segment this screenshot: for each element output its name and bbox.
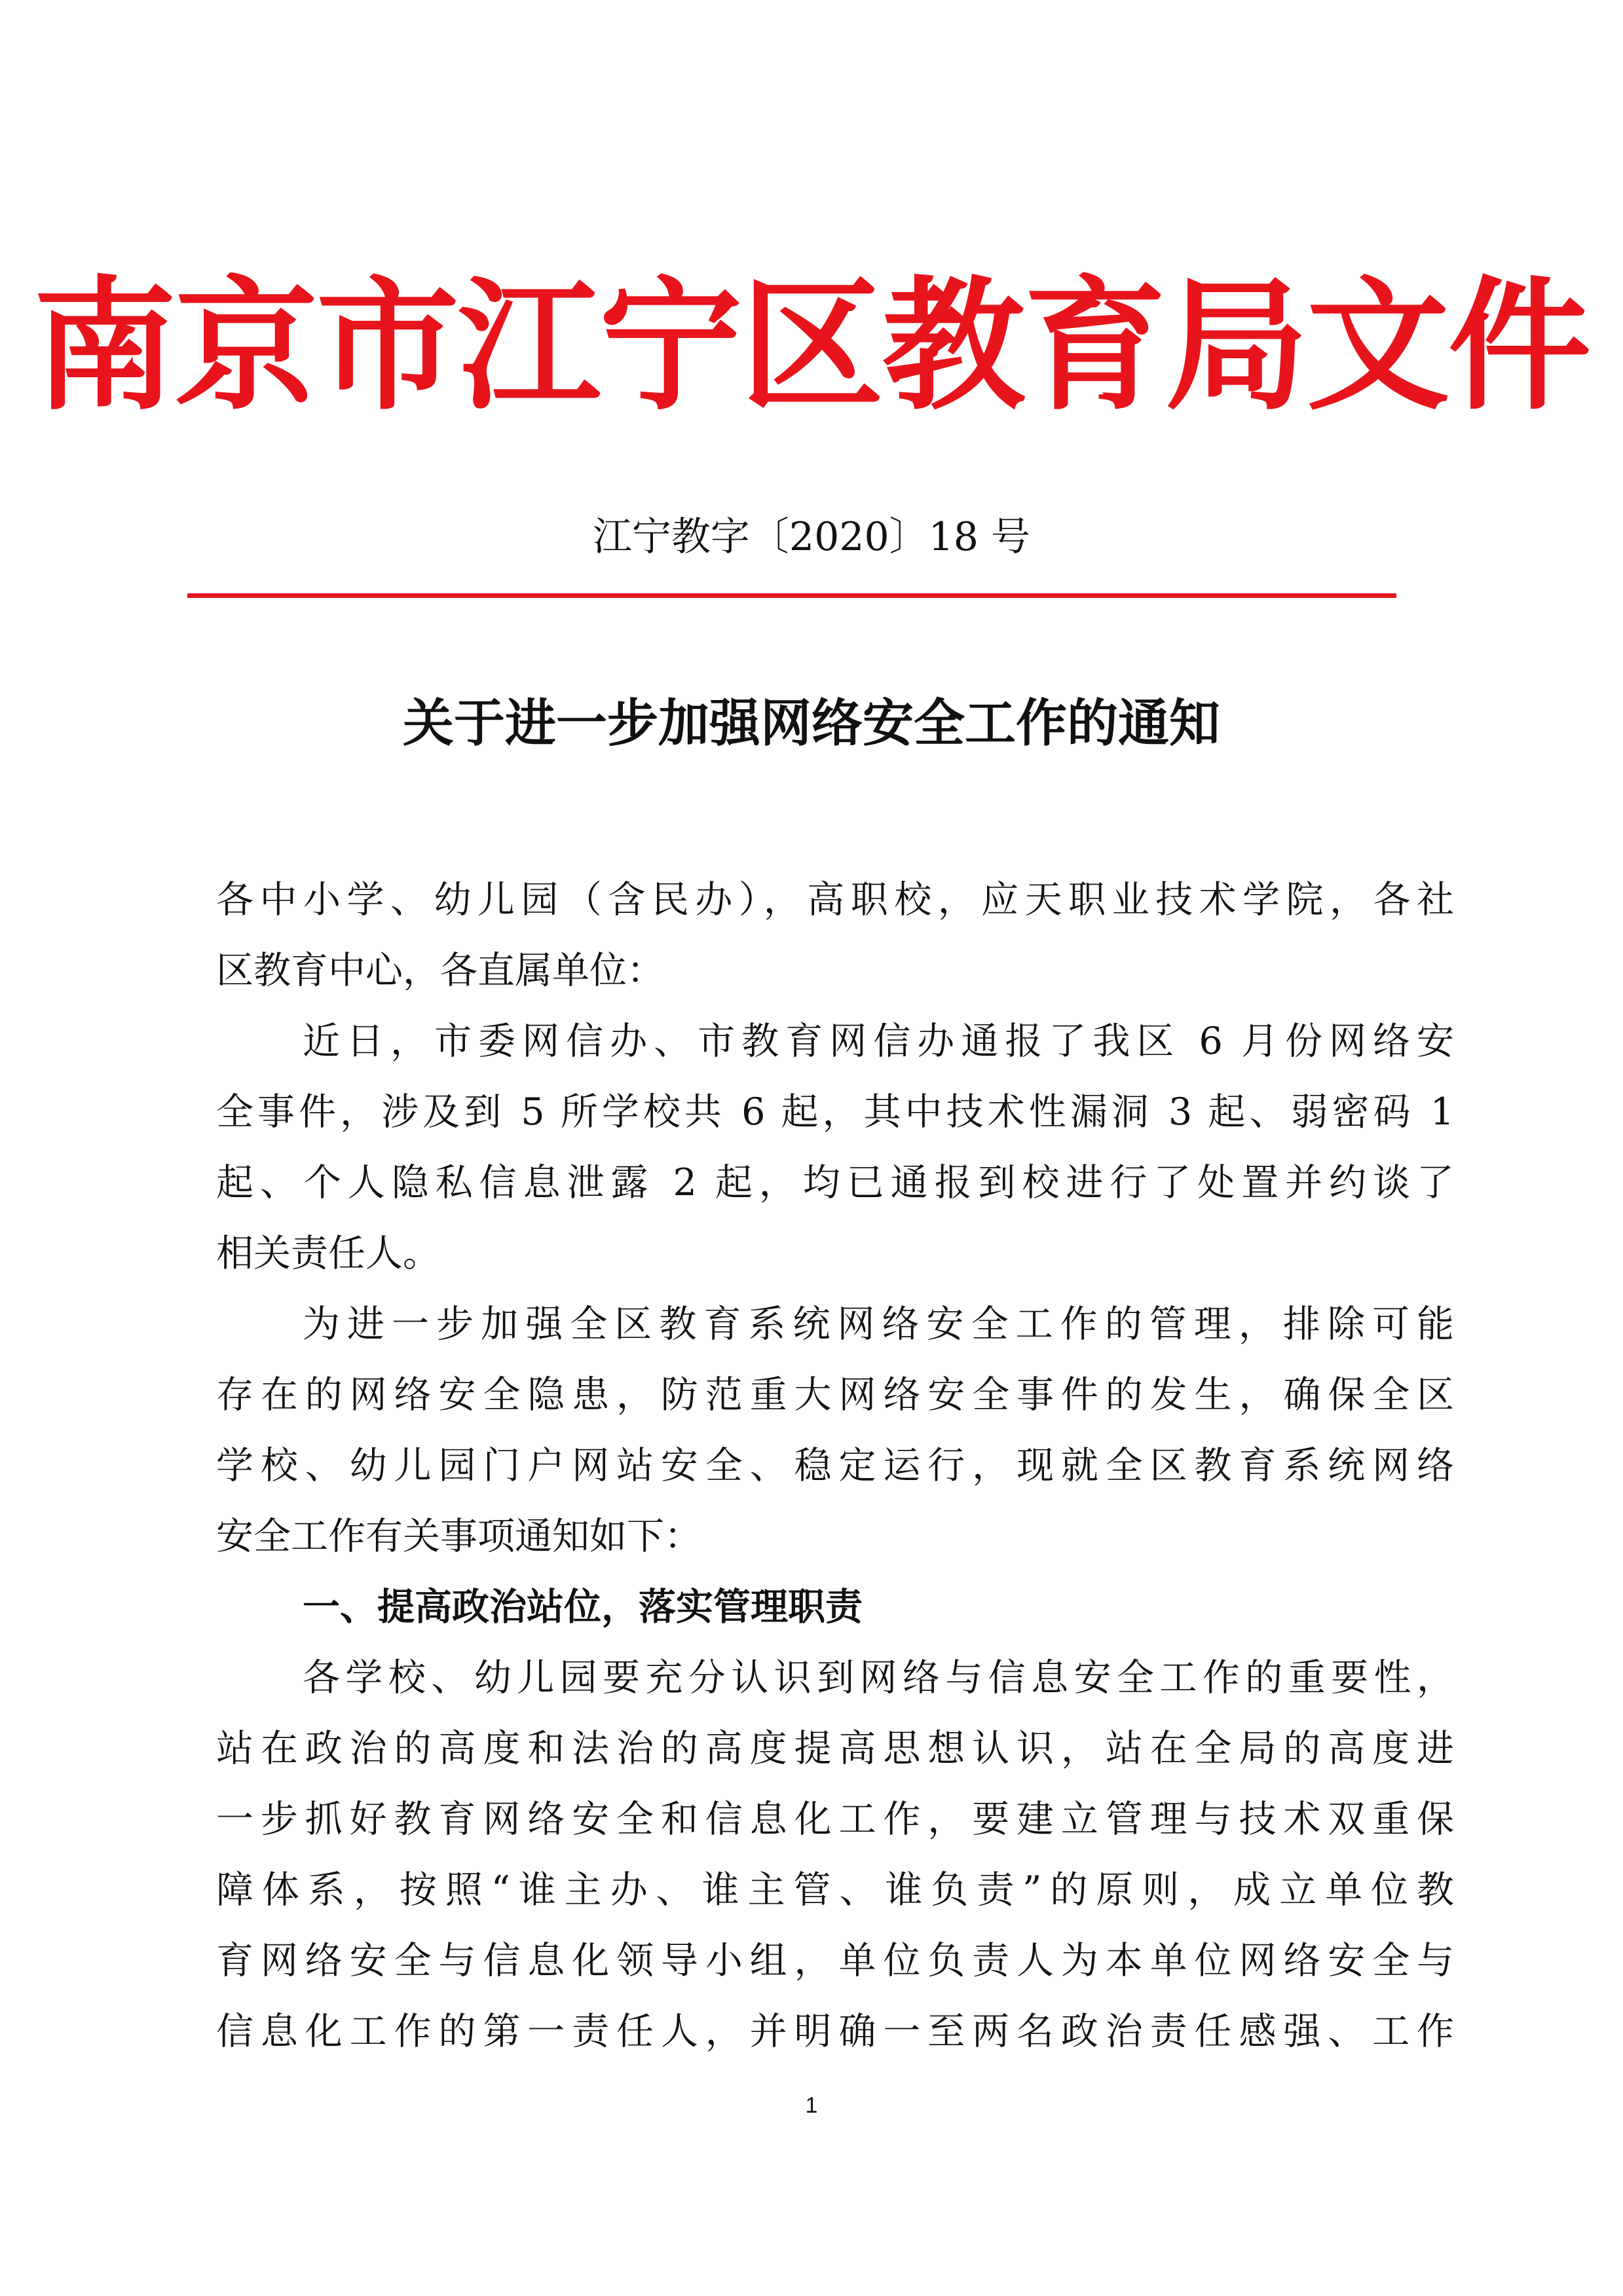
masthead-title: 南京市江宁区教育局文件 <box>33 264 1590 430</box>
body-line: 障体系，按照“谁主办、谁主管、谁负责”的原则，成立单位教 <box>216 1868 1454 1912</box>
red-divider-line <box>187 593 1396 598</box>
body-line: 相关责任人。 <box>216 1232 440 1275</box>
section-heading: 一、提高政治站位，落实管理职责 <box>303 1585 863 1629</box>
notice-title: 关于进一步加强网络安全工作的通知 <box>402 694 1220 753</box>
body-line: 各中小学、幼儿园（含民办），高职校，应天职业技术学院，各社 <box>216 878 1454 921</box>
body-line: 近日，市委网信办、市教育网信办通报了我区 6 月份网络安 <box>303 1020 1454 1063</box>
page-number: 1 <box>805 2093 818 2118</box>
body-line: 各学校、幼儿园要充分认识到网络与信息安全工作的重要性， <box>303 1656 1454 1699</box>
body-line: 站在政治的高度和法治的高度提高思想认识，站在全局的高度进 <box>216 1727 1454 1770</box>
body-line: 全事件，涉及到 5 所学校共 6 起，其中技术性漏洞 3 起、弱密码 1 <box>216 1090 1454 1134</box>
body-line: 区教育中心，各直属单位： <box>216 949 664 992</box>
body-line: 信息化工作的第一责任人，并明确一至两名政治责任感强、工作 <box>216 2010 1454 2053</box>
body-line: 一步抓好教育网络安全和信息化工作，要建立管理与技术双重保 <box>216 1798 1454 1841</box>
body-line: 起、个人隐私信息泄露 2 起，均已通报到校进行了处置并约谈了 <box>216 1161 1454 1204</box>
body-line: 存在的网络安全隐患，防范重大网络安全事件的发生，确保全区 <box>216 1373 1454 1416</box>
body-line: 育网络安全与信息化领导小组，单位负责人为本单位网络安全与 <box>216 1939 1454 1982</box>
document-number: 江宁教字〔2020〕18 号 <box>592 514 1031 560</box>
body-line: 为进一步加强全区教育系统网络安全工作的管理，排除可能 <box>303 1303 1454 1346</box>
body-line: 安全工作有关事项通知如下： <box>216 1515 701 1558</box>
document-body <box>216 864 1454 2067</box>
body-line: 学校、幼儿园门户网站安全、稳定运行，现就全区教育系统网络 <box>216 1444 1454 1487</box>
